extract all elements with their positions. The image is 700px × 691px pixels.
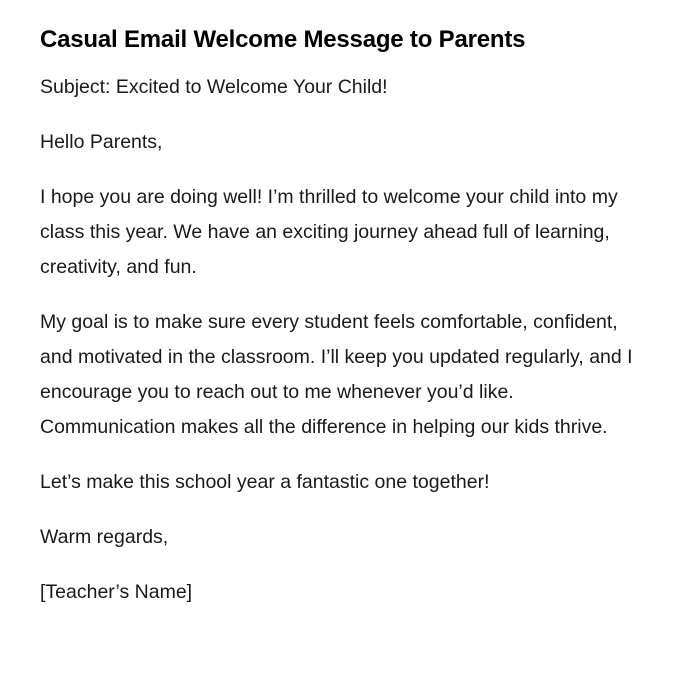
email-signature: [Teacher’s Name]	[40, 581, 193, 603]
email-paragraph-intro: I hope you are doing well! I’m thrilled to welcome your child into my class this year. We have an exciting journey ahead full of learning, creativity, and fun.	[40, 186, 618, 278]
email-subject: Subject: Excited to Welcome Your Child!	[40, 76, 388, 98]
email-paragraph-goals: My goal is to make sure every student feels comfortable, confident, and motivated in the classroom. I’ll keep you updated regularly, and I encourage you to reach out to me whenever you’d like. Communication makes all the difference in helping our kids thrive.	[40, 311, 633, 438]
email-paragraph-closing-line: Let’s make this school year a fantastic one together!	[40, 471, 490, 493]
document-title: Casual Email Welcome Message to Parents	[40, 26, 526, 53]
email-document	[40, 24, 640, 630]
email-closing: Warm regards,	[40, 526, 169, 548]
email-greeting: Hello Parents,	[40, 131, 163, 153]
